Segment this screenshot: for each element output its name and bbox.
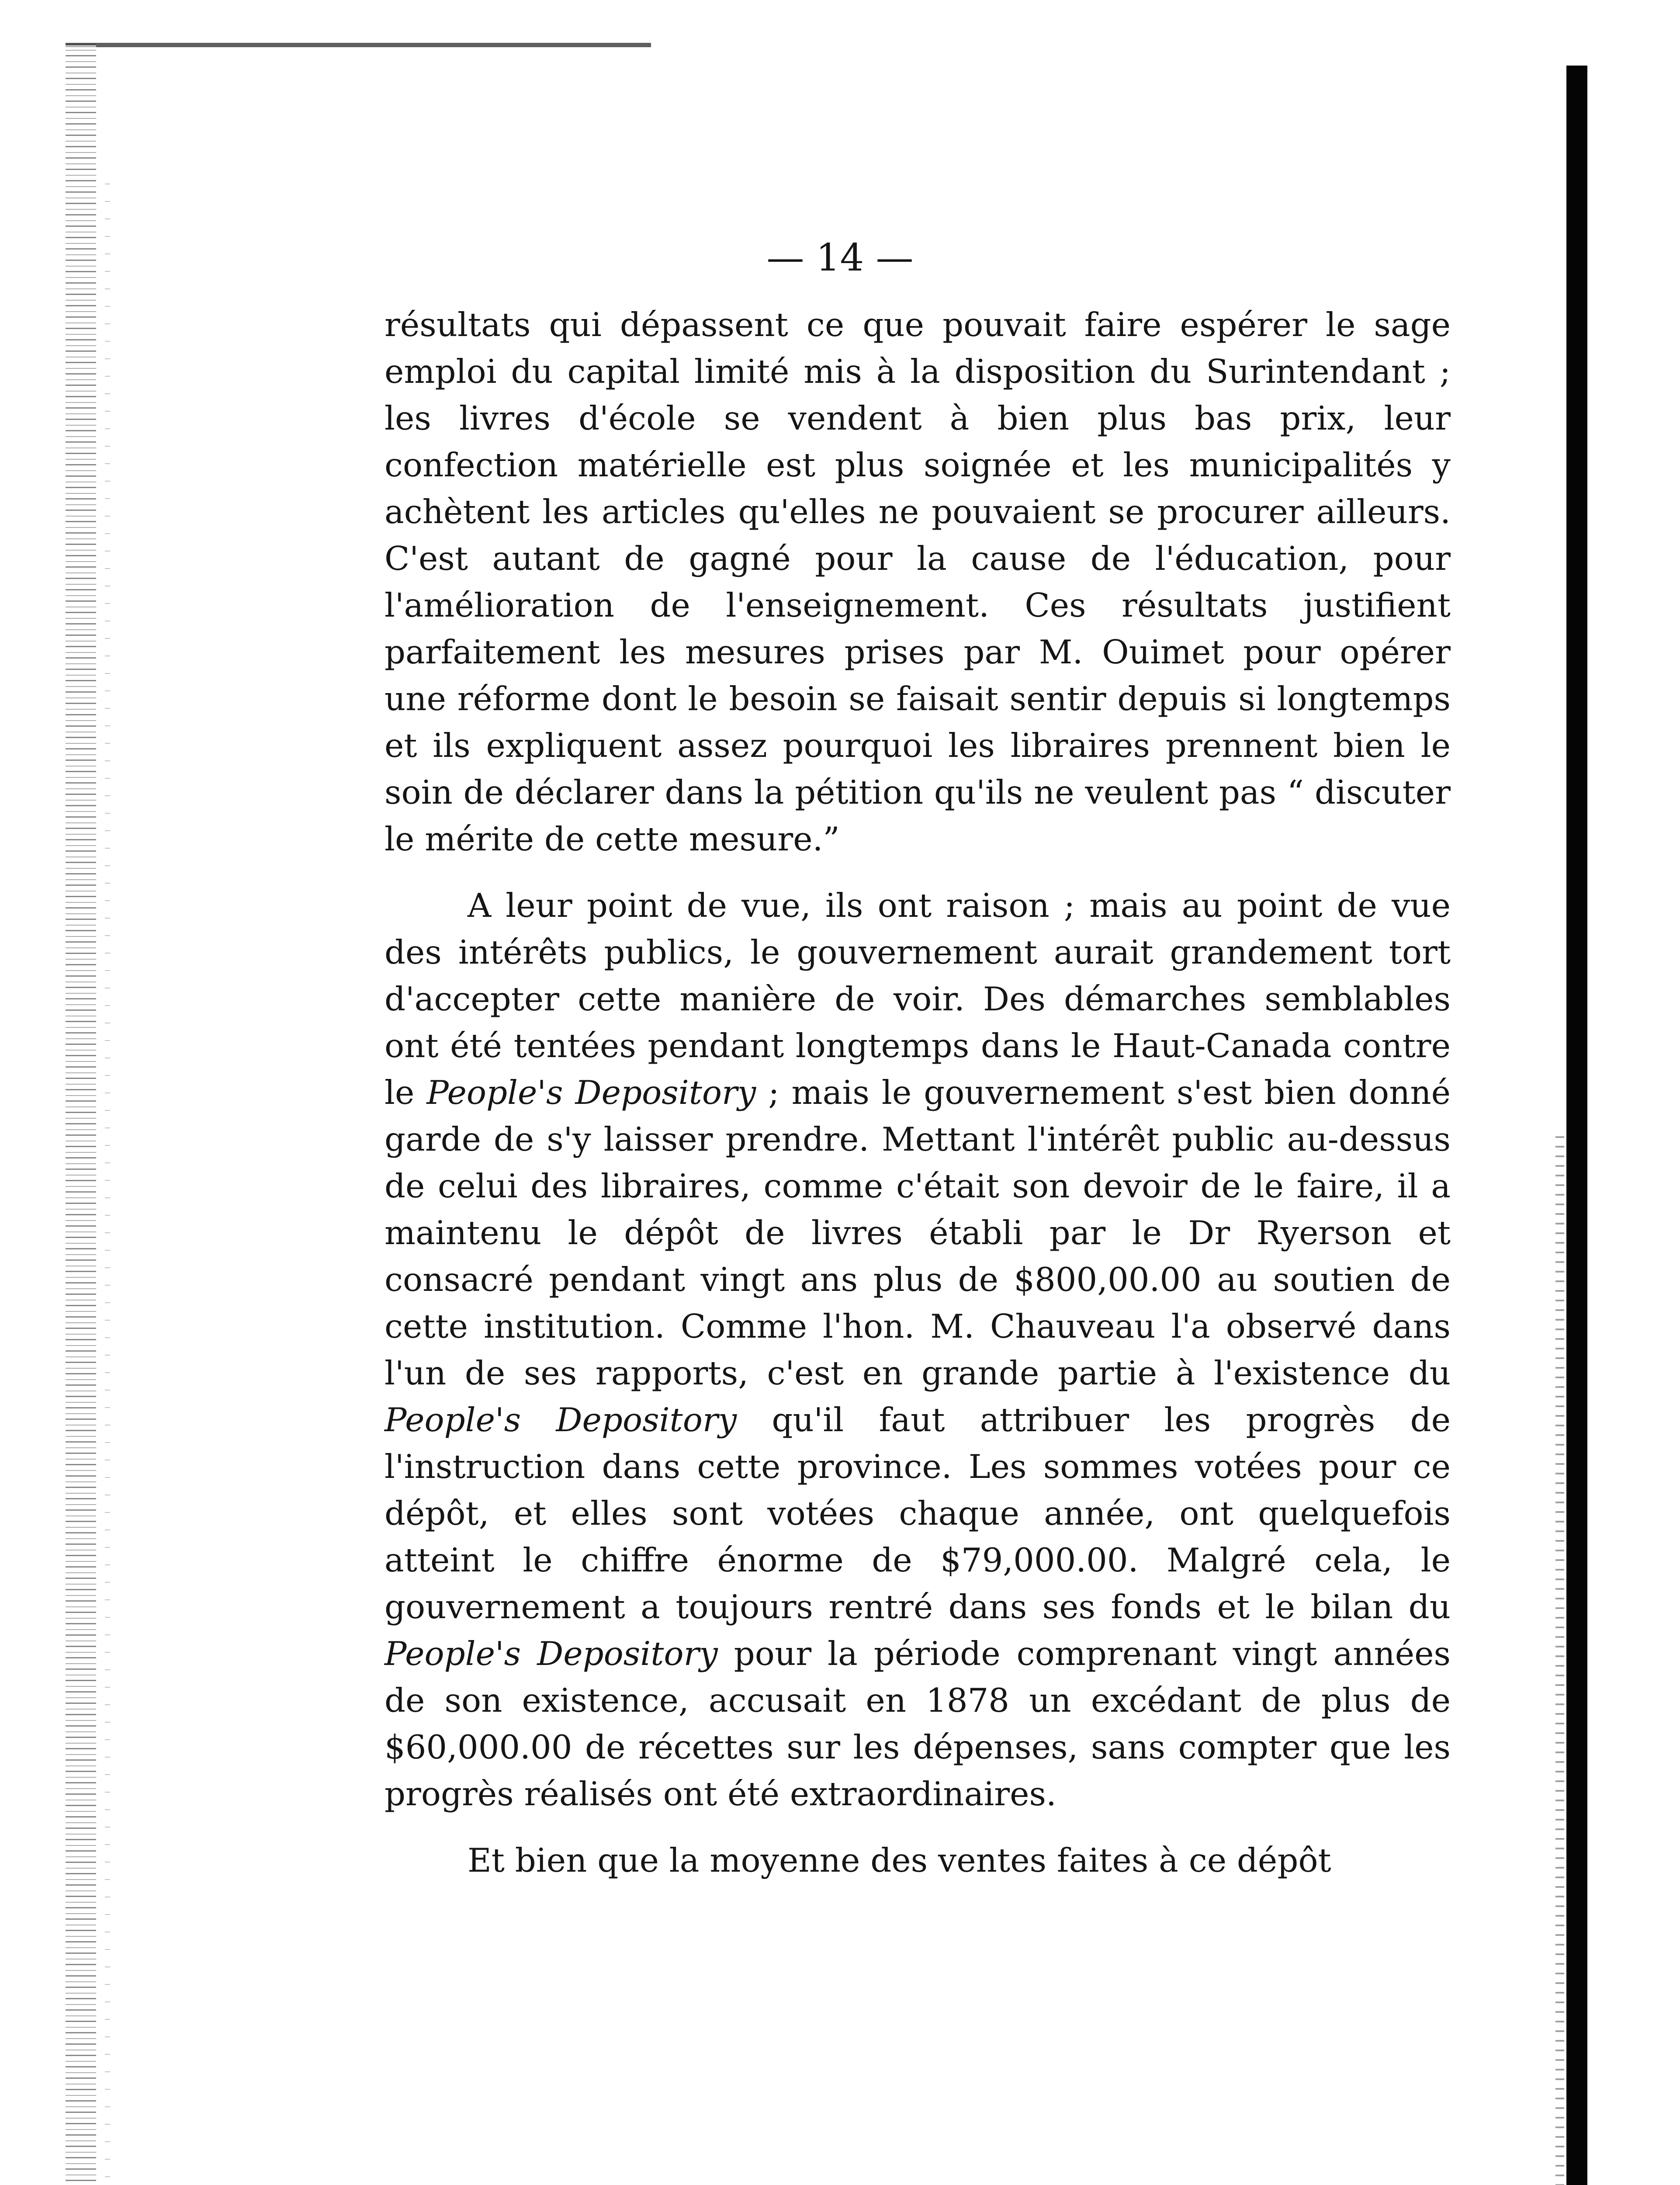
paragraph-1: résultats qui dépassent ce que pouvait faire espérer le sage emploi du capital limité mis à la disposition du Surintendant ; les livres d'école se vendent à bien plus bas prix, leur confection matérielle est plus soignée et les municipalités y achètent les articles qu'elles ne pouvaient se procurer ailleurs. C'est autant de gagné pour la cause de l'éducation, pour l'amélioration de l'enseignement. Ces résultats justifient parfaitement les mesures prises par M. Ouimet pour opérer une réforme dont le besoin se faisait sentir depuis si longtemps et ils expliquent assez pourquoi les libraires prennent bien le soin de déclarer dans la pétition qu'ils ne veulent pas “ discuter le mérite de cette mesure.” bbox=[384, 305, 1451, 858]
paragraph-2-text-1: A leur point de vue, ils ont raison ; mais au point de vue des intérêts publics, le gouvernement aurait grandement tort d'accepter cette manière de voir. Des démarches semblables ont été tentées pendant longtemps dans le Haut-Canada contre le bbox=[384, 886, 1451, 1112]
italic-title-2: People's Depository bbox=[384, 1401, 737, 1439]
paragraph-3: Et bien que la moyenne des ventes faites à ce dépôt bbox=[468, 1841, 1331, 1880]
paragraph-2-text-2: ; mais le gouvernement s'est bien donné garde de s'y laisser prendre. Mettant l'intérêt public au-dessus de celui des libraires, comme c'était son devoir de le faire, il a maintenu le dépôt de livres établi par le Dr Ryerson et consacré pendant vingt ans plus de $800,00.00 au soutien de cette institution. Comme l'hon. M. Chauveau l'a observé dans l'un de ses rapports, c'est en grande partie à l'existence du bbox=[384, 1073, 1451, 1392]
scan-top-rule bbox=[66, 43, 651, 47]
italic-title-1: People's Depository bbox=[426, 1073, 756, 1112]
paragraph-2-text-3: qu'il faut attribuer les progrès de l'instruction dans cette province. Les sommes votées pour ce dépôt, et elles sont votées chaque année, ont quelquefois atteint le chiffre énorme de $79,000.00. Malgré cela, le gouvernement a toujours rentré dans ses fonds et le bilan du bbox=[384, 1401, 1451, 1626]
paragraph-2-text-4: pour la période comprenant vingt années de son existence, accusait en 1878 un excédant de plus de $60,000.00 de récettes sur les dépenses, sans compter que les progrès réalisés ont été extraordinaires. bbox=[384, 1634, 1451, 1813]
body-text bbox=[384, 302, 1451, 1884]
italic-title-3: People's Depository bbox=[384, 1634, 718, 1673]
scan-left-specks bbox=[105, 184, 110, 2185]
paragraph-2 bbox=[384, 882, 1451, 1817]
scan-right-stripe bbox=[1555, 1136, 1564, 2185]
page-number: — 14 — bbox=[766, 236, 914, 280]
scan-right-edge bbox=[1566, 66, 1587, 2185]
scan-left-edge bbox=[66, 44, 96, 2185]
